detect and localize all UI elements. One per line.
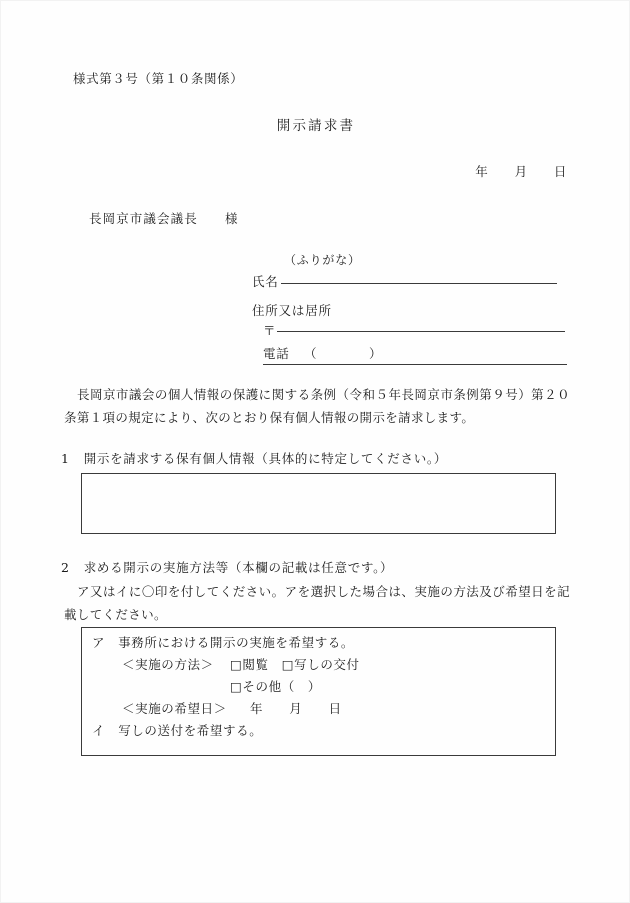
submission-date-line: 年 月 日: [475, 164, 567, 179]
applicant-phone-parens: （ ）: [303, 346, 382, 361]
applicant-address-label: 住所又は居所: [252, 303, 332, 318]
applicant-phone-field[interactable]: [263, 344, 567, 365]
section2-heading: [61, 558, 393, 576]
desired-date-fields[interactable]: 年 月 日: [250, 701, 342, 716]
method-options-row-2[interactable]: □その他（ ）: [230, 679, 322, 694]
applicant-postal-rule[interactable]: [277, 331, 565, 332]
legal-basis-paragraph: 長岡京市議会の個人情報の保護に関する条例（令和５年長岡京市条例第９号）第２０条第１項の規定により、次のとおり保有個人情報の開示を請求します。: [64, 387, 570, 425]
desired-date-label: ＜実施の希望日＞: [122, 701, 227, 716]
page-title: 開示請求書: [276, 118, 356, 134]
form-code: 様式第３号（第１０条関係）: [73, 71, 244, 86]
applicant-name-label: 氏名: [252, 274, 279, 289]
section2-heading-text: 求める開示の実施方法等（本欄の記載は任意です。）: [83, 560, 394, 575]
applicant-name-field[interactable]: [252, 272, 567, 290]
section1-heading: [61, 449, 447, 467]
section1-number: 1: [61, 451, 70, 466]
furigana-label: （ふりがな）: [284, 253, 361, 267]
method-options-row-1[interactable]: □閲覧 □写しの交付: [230, 657, 360, 672]
option-b-mail-copy[interactable]: イ 写しの送付を希望する。: [92, 723, 263, 738]
recipient-line: 長岡京市議会議長 様: [89, 211, 239, 226]
section2-number: 2: [61, 560, 70, 575]
applicant-postal-field[interactable]: [263, 321, 567, 339]
postal-mark-icon: 〒: [263, 323, 277, 338]
section2-options-box: [81, 627, 556, 756]
method-label: ＜実施の方法＞: [122, 657, 214, 672]
option-a-office-disclosure[interactable]: ア 事務所における開示の実施を希望する。: [92, 635, 355, 650]
section1-entry-box[interactable]: [81, 473, 556, 534]
applicant-name-rule[interactable]: [281, 283, 557, 284]
section1-heading-text: 開示を請求する保有個人情報（具体的に特定してください。）: [83, 451, 448, 466]
applicant-phone-label: 電話: [263, 346, 290, 361]
section2-instruction: ア又はイに〇印を付してください。アを選択した場合は、実施の方法及び希望日を記載してください。: [64, 584, 570, 622]
